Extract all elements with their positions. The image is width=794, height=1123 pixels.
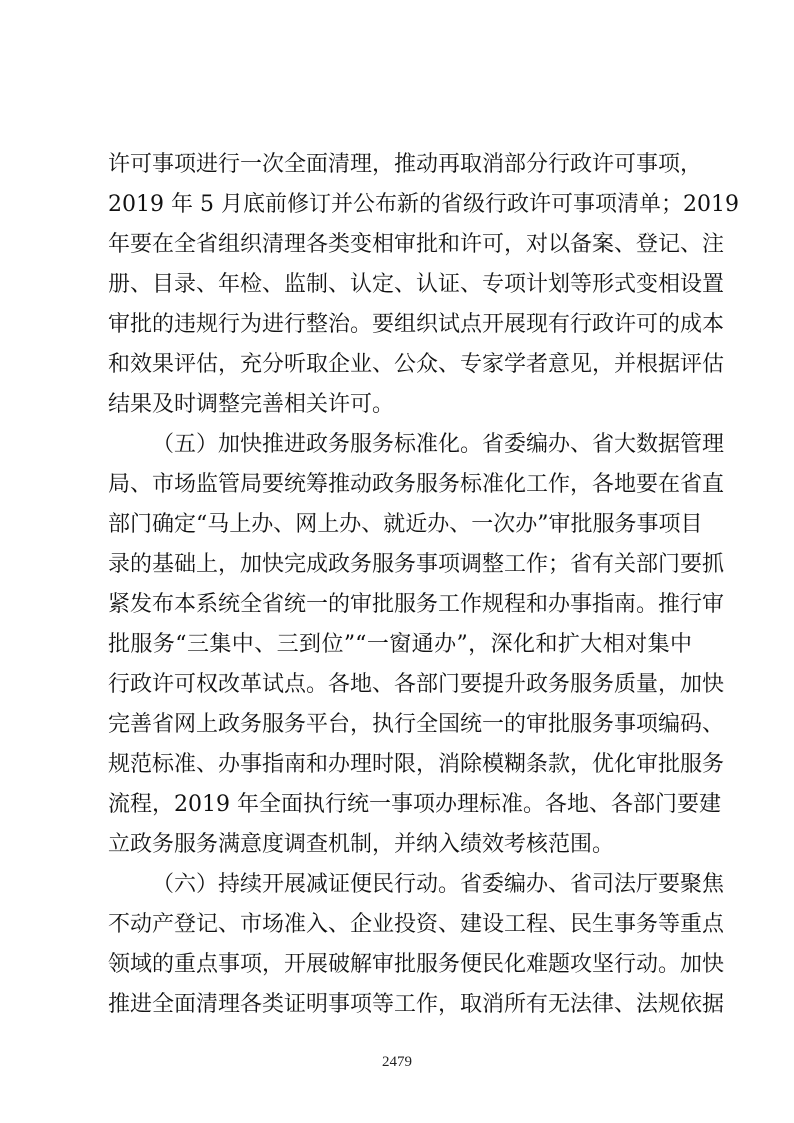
text-line: 结果及时调整完善相关许可。 [108, 392, 395, 417]
text-line: 局、市场监管局要统筹推动政务服务标准化工作，各地要在省直 [108, 472, 725, 497]
text-line: 年要在全省组织清理各类变相审批和许可，对以备案、登记、注 [108, 232, 725, 257]
text-line: 紧发布本系统全省统一的审批服务工作规程和办事指南。推行审 [108, 592, 725, 617]
section-heading-line: （六）持续开展减证便民行动。省委编办、省司法厅要聚焦 [152, 872, 725, 897]
text-line: 行政许可权改革试点。各地、各部门要提升政务服务质量，加快 [108, 672, 725, 697]
page-number: 2479 [382, 1054, 412, 1070]
text-line: 2019 年 5 月底前修订并公布新的省级行政许可事项清单；2019 [108, 192, 739, 217]
text-line: 不动产登记、市场准入、企业投资、建设工程、民生事务等重点 [108, 912, 725, 937]
text-line: 立政务服务满意度调查机制，并纳入绩效考核范围。 [108, 832, 615, 857]
section-heading-line: （五）加快推进政务服务标准化。省委编办、省大数据管理 [152, 432, 725, 457]
text-line: 审批的违规行为进行整治。要组织试点开展现有行政许可的成本 [108, 312, 725, 337]
text-line: 许可事项进行一次全面清理，推动再取消部分行政许可事项， [108, 152, 703, 177]
text-line: 册、目录、年检、监制、认定、认证、专项计划等形式变相设置 [108, 272, 725, 297]
text-line: 部门确定“马上办、网上办、就近办、一次办”审批服务事项目 [108, 512, 703, 537]
text-line: 和效果评估，充分听取企业、公众、专家学者意见，并根据评估 [108, 352, 725, 377]
text-line: 录的基础上，加快完成政务服务事项调整工作；省有关部门要抓 [108, 552, 725, 577]
text-line: 完善省网上政务服务平台，执行全国统一的审批服务事项编码、 [108, 712, 725, 737]
text-line: 规范标准、办事指南和办理时限，消除模糊条款，优化审批服务 [108, 752, 725, 777]
text-line: 领域的重点事项，开展破解审批服务便民化难题攻坚行动。加快 [108, 952, 725, 977]
text-line: 批服务“三集中、三到位”“一窗通办”，深化和扩大相对集中 [108, 632, 692, 657]
text-line: 推进全面清理各类证明事项等工作，取消所有无法律、法规依据 [108, 992, 725, 1017]
text-line: 流程，2019 年全面执行统一事项办理标准。各地、各部门要建 [108, 792, 721, 817]
